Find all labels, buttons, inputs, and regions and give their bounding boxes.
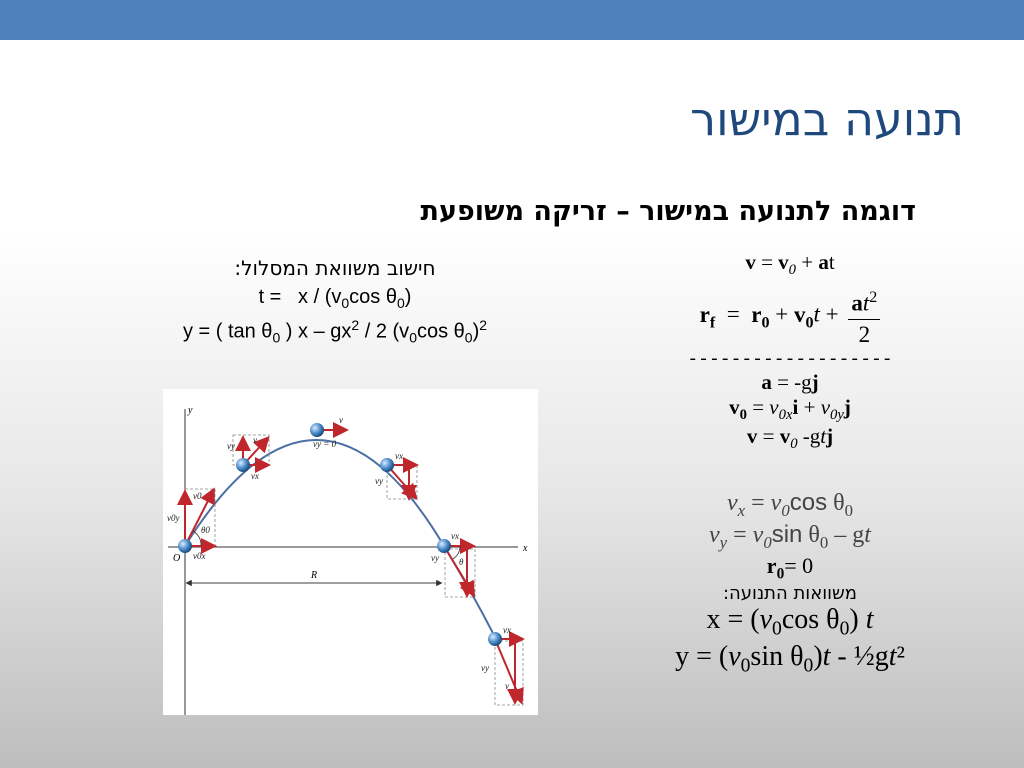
svg-text:vx: vx: [451, 531, 459, 541]
svg-text:vx: vx: [251, 471, 259, 481]
svg-text:θ0: θ0: [201, 525, 210, 535]
svg-text:vy: vy: [431, 553, 439, 563]
kinematic-equations: [640, 250, 940, 677]
velocity-time-equation: $v = v_0$ -gtj: [746, 424, 834, 453]
range-label: R: [311, 570, 318, 581]
slide-title: תנועה במישור: [690, 92, 964, 146]
svg-text:v: v: [505, 681, 509, 691]
svg-text:v: v: [339, 415, 343, 425]
svg-text:θ: θ: [459, 557, 464, 567]
trajectory-equation: y = ( $\tan \theta_0$ ) x – $gx^2 / 2$ ($v_0\cos$ $\theta_0)^2$: [182, 317, 488, 346]
origin-label: O: [173, 553, 181, 564]
svg-text:v0y: v0y: [167, 513, 180, 523]
x-motion-equation: $x = (v_0\cos$ $\theta_0$) t: [706, 604, 874, 640]
velocity-equation: $v = v_0$ + at: [745, 250, 835, 279]
vy-equation: $v_y = v_0\sin$ $\theta_0$ – gt: [709, 521, 871, 552]
svg-text:vy = 0: vy = 0: [313, 439, 337, 449]
time-equation: $t = x / (v_0\cos$ $\theta_0$): [258, 286, 412, 311]
ball-end: [488, 632, 502, 646]
r0-equation: $r_0= 0$: [766, 552, 814, 583]
vx-equation: $v_x = v_0\cos$ $\theta_0$: [727, 489, 853, 521]
acceleration-equation: a = -gj: [761, 369, 819, 394]
ball-apex: [310, 423, 324, 437]
trajectory-heading: חישוב משוואת המסלול:: [234, 256, 436, 280]
trajectory-curve: [185, 440, 496, 639]
svg-text:vy: vy: [227, 441, 235, 451]
svg-text:v: v: [253, 435, 257, 445]
trajectory-equations: [130, 256, 540, 352]
y-axis-label: y: [188, 405, 193, 416]
slide-subtitle: דוגמה לתנועה במישור – זריקה משופעת: [420, 196, 916, 227]
motion-equations-heading: משוואות התנועה:: [722, 583, 858, 605]
svg-text:vy: vy: [481, 663, 489, 673]
separator-dashes: -------------------: [687, 349, 893, 370]
initial-velocity-equation: $v_0 = v_{0x}i + v_{0y}j$: [729, 394, 851, 424]
projectile-diagram: [163, 389, 538, 715]
y-motion-equation: $y = (v_0\sin$ $\theta_0)t$ - ½gt²: [675, 640, 905, 677]
top-accent-bar: [0, 0, 1024, 40]
ball-start: [178, 539, 192, 553]
position-equation: $r_f = r_0 + v_0t$ + $\frac{at^2}{2}$: [640, 283, 940, 350]
svg-text:vx: vx: [503, 625, 511, 635]
x-axis-label: x: [523, 543, 528, 554]
svg-text:v0x: v0x: [193, 551, 206, 561]
svg-text:v0: v0: [193, 491, 202, 501]
svg-text:vx: vx: [395, 451, 403, 461]
svg-text:vy: vy: [375, 476, 383, 486]
